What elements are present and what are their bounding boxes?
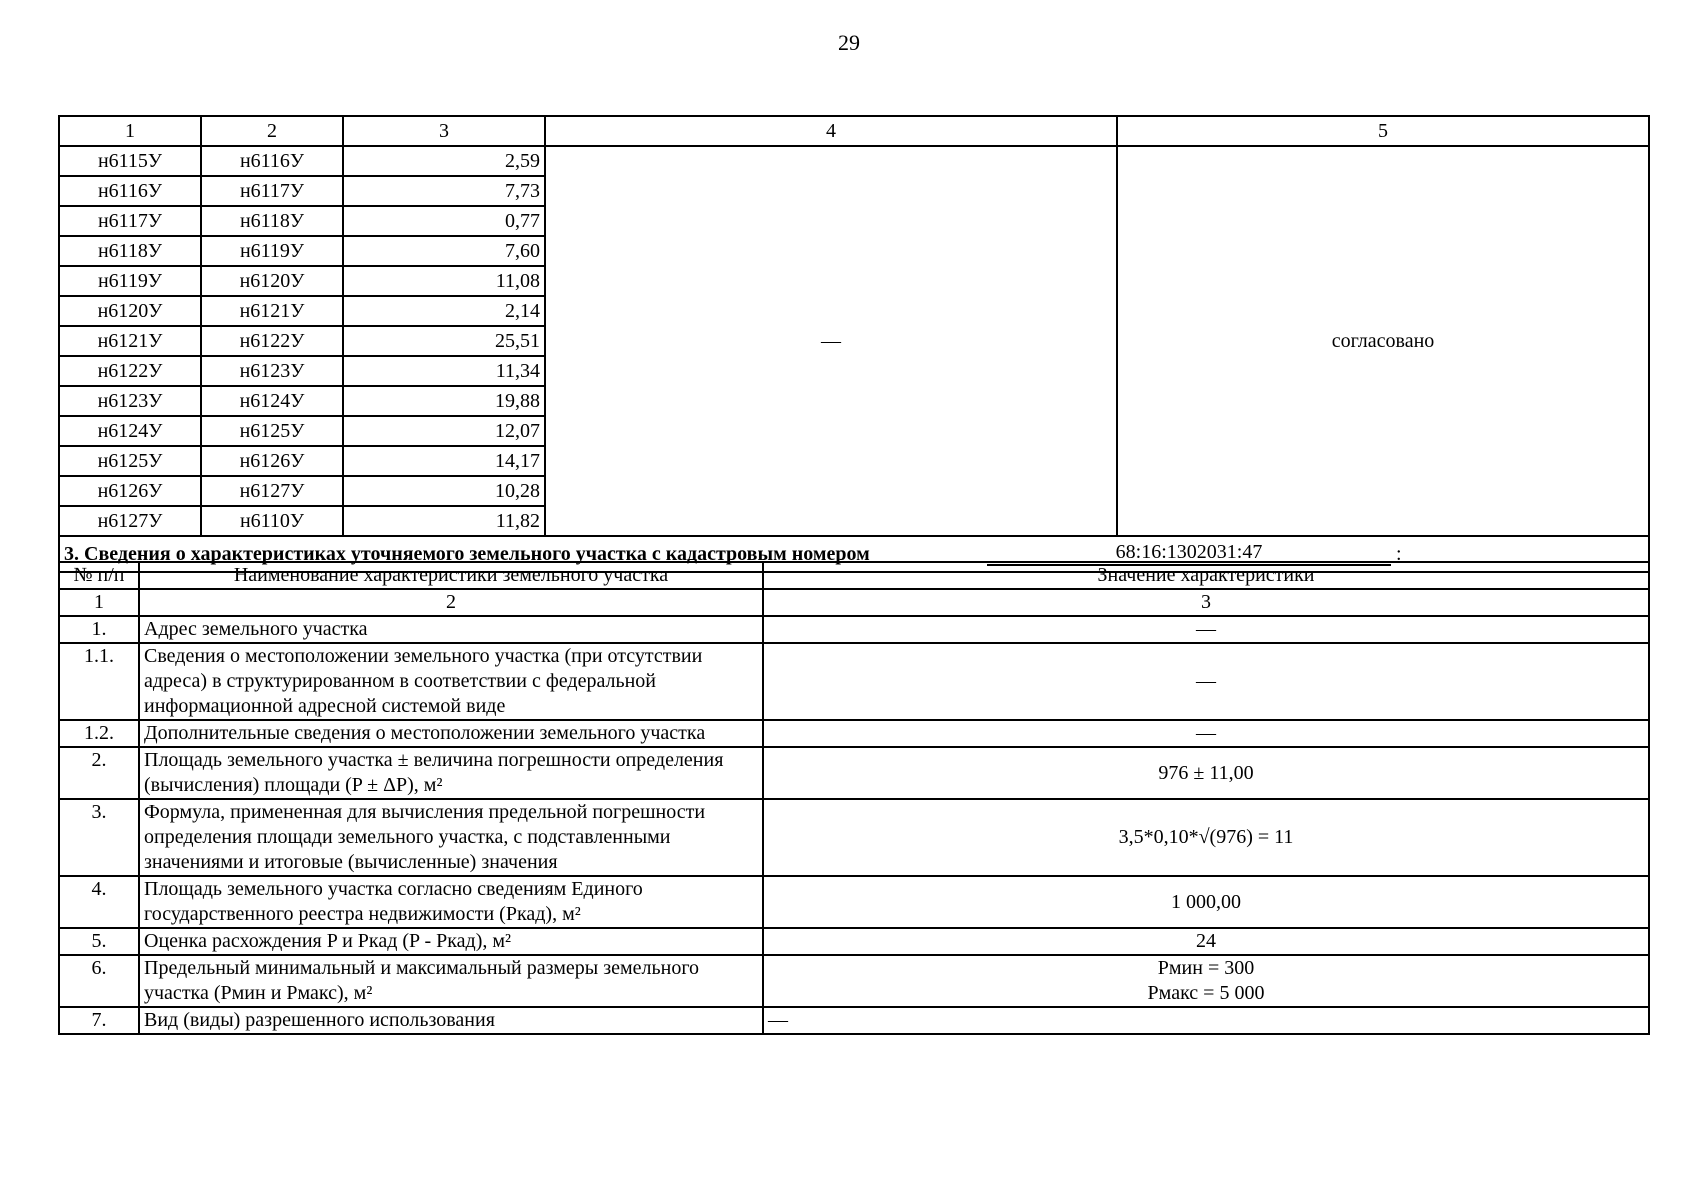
characteristic-value: —	[763, 1007, 1649, 1034]
point-from: н6125У	[59, 446, 201, 476]
point-from: н6126У	[59, 476, 201, 506]
point-to: н6124У	[201, 386, 343, 416]
max-size-value: Pмакс = 5 000	[1147, 982, 1265, 1004]
section-3-title: 3. Сведения о характеристиках уточняемого земельного участка с кадастровым номером	[64, 543, 870, 565]
header-cell: Наименование характеристики земельного участка	[139, 562, 763, 589]
segment-length: 7,60	[343, 236, 545, 266]
point-to: н6116У	[201, 146, 343, 176]
point-from: н6124У	[59, 416, 201, 446]
point-from: н6116У	[59, 176, 201, 206]
header-cell: 4	[545, 116, 1117, 146]
point-to: н6117У	[201, 176, 343, 206]
point-from: н6122У	[59, 356, 201, 386]
point-to: н6121У	[201, 296, 343, 326]
segment-length: 2,59	[343, 146, 545, 176]
header-cell: 1	[59, 116, 201, 146]
point-to: н6110У	[201, 506, 343, 536]
header-cell: 5	[1117, 116, 1649, 146]
row-number: 5.	[59, 928, 139, 955]
point-to: н6119У	[201, 236, 343, 266]
boundary-segments-table	[58, 115, 1650, 573]
point-to: н6123У	[201, 356, 343, 386]
segment-length: 11,82	[343, 506, 545, 536]
table-row	[59, 616, 1649, 643]
row-number: 3.	[59, 799, 139, 876]
table-row	[59, 720, 1649, 747]
characteristic-value: —	[763, 616, 1649, 643]
page-number: 29	[838, 30, 860, 55]
characteristic-name: Дополнительные сведения о местоположении земельного участка	[139, 720, 763, 747]
column-number: 1	[59, 589, 139, 616]
cadastral-number: 68:16:1302031:47	[987, 540, 1391, 566]
table-header-row	[59, 562, 1649, 589]
point-from: н6123У	[59, 386, 201, 416]
table-row	[59, 876, 1649, 928]
row-number: 1.2.	[59, 720, 139, 747]
col4-merged-cell: —	[545, 146, 1117, 536]
segment-length: 0,77	[343, 206, 545, 236]
point-from: н6127У	[59, 506, 201, 536]
characteristic-name: Предельный минимальный и максимальный размеры земельного участка (Pмин и Pмакс), м²	[139, 955, 763, 1007]
characteristic-value: 1 000,00	[763, 876, 1649, 928]
point-to: н6125У	[201, 416, 343, 446]
point-from: н6118У	[59, 236, 201, 266]
column-number: 3	[763, 589, 1649, 616]
characteristic-name: Площадь земельного участка согласно сведениям Единого государственного реестра недвижимости (Pкад), м²	[139, 876, 763, 928]
segment-length: 25,51	[343, 326, 545, 356]
point-to: н6120У	[201, 266, 343, 296]
segment-length: 2,14	[343, 296, 545, 326]
segment-length: 12,07	[343, 416, 545, 446]
characteristic-name: Площадь земельного участка ± величина погрешности определения (вычисления) площади (P ± ΔP), м²	[139, 747, 763, 799]
characteristic-value: —	[763, 720, 1649, 747]
col5-merged-cell: согласовано	[1117, 146, 1649, 536]
segment-length: 11,08	[343, 266, 545, 296]
point-from: н6119У	[59, 266, 201, 296]
segment-length: 7,73	[343, 176, 545, 206]
characteristic-name: Оценка расхождения P и Pкад (P - Pкад), м²	[139, 928, 763, 955]
point-from: н6117У	[59, 206, 201, 236]
row-number: 4.	[59, 876, 139, 928]
segment-length: 11,34	[343, 356, 545, 386]
segment-length: 19,88	[343, 386, 545, 416]
min-size-value: Pмин = 300	[1157, 957, 1255, 979]
parcel-characteristics-table	[58, 561, 1650, 1035]
table-row	[59, 146, 1649, 176]
characteristic-value	[763, 955, 1649, 1007]
column-number-row	[59, 589, 1649, 616]
row-number: 1.	[59, 616, 139, 643]
row-number: 1.1.	[59, 643, 139, 720]
table-row	[59, 955, 1649, 1007]
characteristic-name: Сведения о местоположении земельного участка (при отсутствии адреса) в структурированном в соответствии с федеральной информационной адресной системой виде	[139, 643, 763, 720]
table-header-row	[59, 116, 1649, 146]
column-number: 2	[139, 589, 763, 616]
characteristic-name: Адрес земельного участка	[139, 616, 763, 643]
header-cell: № п/п	[59, 562, 139, 589]
characteristic-value: 24	[763, 928, 1649, 955]
table-row	[59, 928, 1649, 955]
characteristic-name: Вид (виды) разрешенного использования	[139, 1007, 763, 1034]
segment-length: 14,17	[343, 446, 545, 476]
cadastral-colon: :	[1396, 543, 1402, 565]
point-to: н6126У	[201, 446, 343, 476]
characteristic-value: 3,5*0,10*√(976) = 11	[763, 799, 1649, 876]
table-row	[59, 747, 1649, 799]
row-number: 2.	[59, 747, 139, 799]
point-from: н6121У	[59, 326, 201, 356]
row-number: 7.	[59, 1007, 139, 1034]
characteristic-value: —	[763, 643, 1649, 720]
header-cell: Значение характеристики	[763, 562, 1649, 589]
point-from: н6120У	[59, 296, 201, 326]
point-from: н6115У	[59, 146, 201, 176]
point-to: н6127У	[201, 476, 343, 506]
point-to: н6118У	[201, 206, 343, 236]
header-cell: 3	[343, 116, 545, 146]
table-row	[59, 1007, 1649, 1034]
segment-length: 10,28	[343, 476, 545, 506]
table-row	[59, 799, 1649, 876]
characteristic-name: Формула, примененная для вычисления предельной погрешности определения площади земельного участка, с подставленными значениями и итоговые (вычисленные) значения	[139, 799, 763, 876]
header-cell: 2	[201, 116, 343, 146]
row-number: 6.	[59, 955, 139, 1007]
table-row	[59, 643, 1649, 720]
point-to: н6122У	[201, 326, 343, 356]
characteristic-value: 976 ± 11,00	[763, 747, 1649, 799]
